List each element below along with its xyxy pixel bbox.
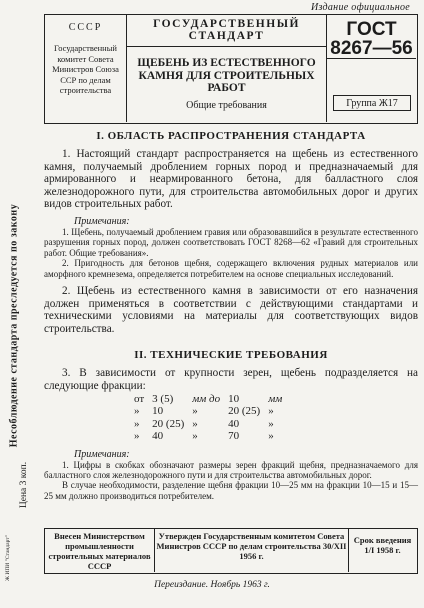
fraction-cell: » xyxy=(192,417,198,430)
group-label: Группа Ж17 xyxy=(333,95,411,111)
country-label: СССР xyxy=(68,22,103,33)
fractions-block xyxy=(44,393,418,447)
effective-date: 1/I 1958 г. xyxy=(364,545,401,555)
fraction-row xyxy=(130,393,286,406)
fraction-row xyxy=(130,418,286,431)
fraction-cell: 40 xyxy=(152,430,164,443)
fraction-cell: мм xyxy=(268,392,283,405)
issuer-cell xyxy=(45,15,127,122)
fraction-cell: 40 xyxy=(228,417,240,430)
approved-by: Утвержден Государственным комитетом Совета Министров СССР по делам строительства 30/XII 1956 г. xyxy=(155,529,349,572)
fraction-cell: » xyxy=(268,417,274,430)
printer-label: Ж ИПИ "Стандарт" xyxy=(5,535,11,581)
fraction-cell: » xyxy=(192,430,198,443)
fraction-cell: от xyxy=(134,392,145,405)
document-title: ЩЕБЕНЬ ИЗ ЕСТЕСТВЕННОГО КАМНЯ ДЛЯ СТРОИТЕЛЬНЫХ РАБОТ xyxy=(137,57,316,94)
fraction-row xyxy=(130,430,286,443)
fraction-row xyxy=(130,405,286,418)
fraction-cell: 10 xyxy=(228,392,240,405)
section-1-title: I. ОБЛАСТЬ РАСПРОСТРАНЕНИЯ СТАНДАРТА xyxy=(96,130,366,142)
fraction-cell: » xyxy=(134,405,140,418)
effective-label: Срок введения xyxy=(353,535,412,545)
footer-block xyxy=(44,528,418,574)
fraction-cell: » xyxy=(134,417,140,430)
gost-code: 8267—56 xyxy=(330,38,413,59)
paragraph-2: 2. Щебень из естественного камня в зависимости от его назначения должен применяться в соответствии с действующими стандартами и техническими условиями на материалы для соответствующих видов строительства. xyxy=(44,285,418,335)
fraction-cell: 10 xyxy=(152,405,164,418)
section-1-notes-label: Примечания: xyxy=(74,215,130,227)
fraction-cell: 20 (25) xyxy=(152,417,185,430)
section-2-note-2: В случае необходимости, разделение щебня фракции 10—25 мм на фракции 10—15 и 15—25 мм должно производиться потребителем. xyxy=(44,480,418,501)
standard-title: ГОСУДАРСТВЕННЫЙ СТАНДАРТ xyxy=(127,15,326,47)
fraction-cell: » xyxy=(134,430,140,443)
introduced-by: Внесен Министерством промышленности строительных материалов СССР xyxy=(45,529,155,572)
fraction-cell: 3 (5) xyxy=(152,392,174,405)
fraction-cell: 20 (25) xyxy=(228,405,261,418)
section-1-note-1: 1. Щебень, получаемый дроблением гравия или образовавшийся в результате естественного разрушения горных пород, должен соответствовать ГОСТ 8268—62 «Гравий для строительных работ. Общие требования». xyxy=(44,226,418,258)
section-1-note-2: 2. Пригодность для бетонов щебня, содержащего включения рудных материалов или аморфного кремнезема, определяется потребителем на основе специальных исследований. xyxy=(44,258,418,279)
title-cell xyxy=(127,15,327,122)
price-label: Цена 3 коп. xyxy=(19,461,29,509)
fractions-table xyxy=(130,393,286,443)
document-body xyxy=(44,128,418,501)
reprint-label: Переиздание. Ноябрь 1963 г. xyxy=(154,580,270,590)
legal-notice: Несоблюдение стандарта преследуется по закону xyxy=(8,203,20,448)
fraction-cell: » xyxy=(268,405,274,418)
section-2-note-1: 1. Цифры в скобках обозначают размеры зерен фракций щебня, предназначаемого для балластного слоя железнодорожного пути и для строительства автомобильных дорог. xyxy=(44,459,418,480)
fraction-cell: мм до xyxy=(192,392,221,405)
section-2-title: II. ТЕХНИЧЕСКИЕ ТРЕБОВАНИЯ xyxy=(134,349,328,362)
edition-label: Издание официальное xyxy=(310,2,410,13)
paragraph-3: 3. В зависимости от крупности зерен, щебень подразделяется на следующие фракции: xyxy=(44,367,418,392)
gost-cell xyxy=(327,15,416,122)
fraction-cell: » xyxy=(192,405,198,418)
issuer-text: Государственный комитет Совета Министров Союза ССР по делам строительства xyxy=(52,43,119,95)
header-block xyxy=(44,14,418,124)
document-subtitle: Общие требования xyxy=(186,99,267,111)
gost-label: ГОСТ xyxy=(346,19,397,40)
fraction-cell: 70 xyxy=(228,430,240,443)
effective-date-cell xyxy=(349,529,416,572)
section-2-notes-label: Примечания: xyxy=(74,448,130,460)
gost-number xyxy=(327,15,416,59)
fraction-cell: » xyxy=(268,430,274,443)
paragraph-1: 1. Настоящий стандарт распространяется на щебень из естественного камня, получаемый дроблением горных пород и предназначаемый для армированного и неармированного бетона, для балластного слоя железнодорожного пути, для строительства автомобильных дорог и других видов строительных работ. xyxy=(44,148,418,211)
